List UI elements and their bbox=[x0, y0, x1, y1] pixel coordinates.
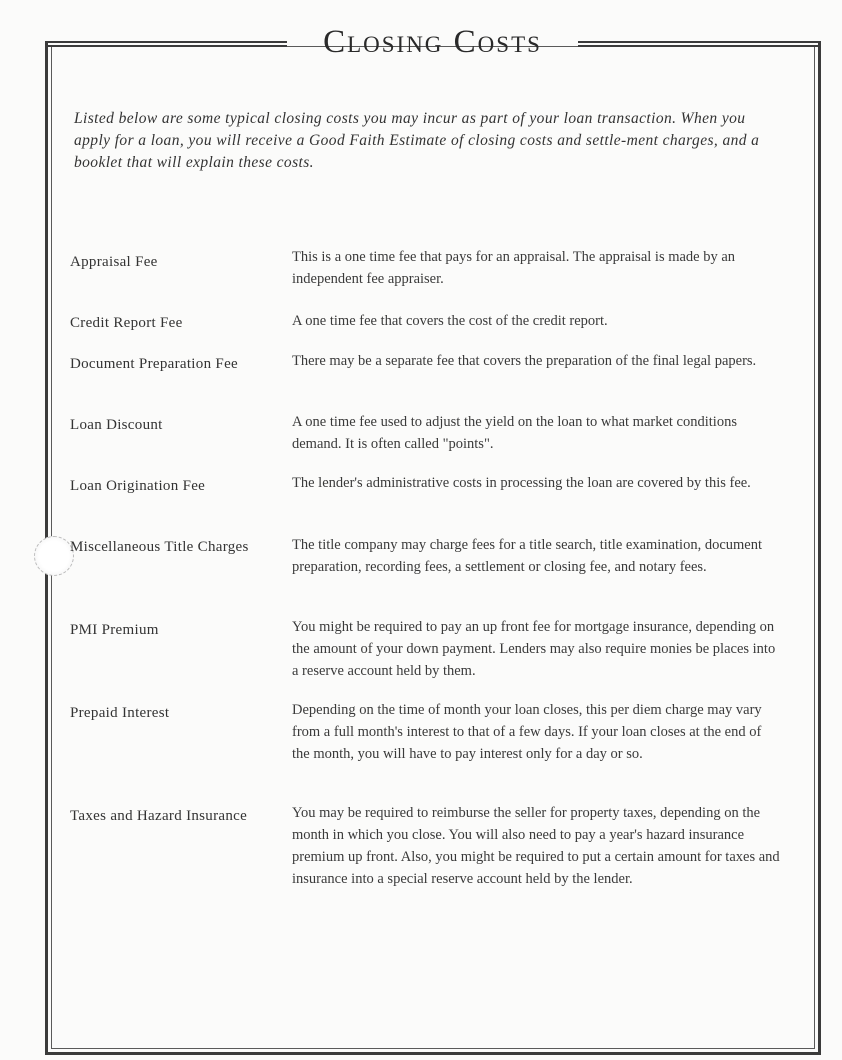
entry-description: A one time fee that covers the cost of the credit report. bbox=[292, 313, 608, 329]
entry-term: Miscellaneous Title Charges bbox=[70, 539, 249, 555]
entry-description: This is a one time fee that pays for an appraisal. The appraisal is made by an independent fee appraiser. bbox=[292, 249, 736, 287]
entry-description: Depending on the time of month your loan closes, this per diem charge may vary from a full month's interest to that of a few days. If your loan closes at the end of the month, you will have to pay interest only for a day or so. bbox=[292, 702, 762, 762]
entry-term: PMI Premium bbox=[70, 622, 159, 638]
entry-term: Taxes and Hazard Insurance bbox=[70, 808, 248, 824]
entry-term: Loan Origination Fee bbox=[70, 478, 206, 494]
entry-term: Appraisal Fee bbox=[70, 254, 158, 270]
entry-description: The title company may charge fees for a title search, title examination, document preparation, recording fees, a settlement or closing fee, and notary fees. bbox=[292, 537, 762, 575]
entry-description: You may be required to reimburse the seller for property taxes, depending on the month in which you close. You will also need to pay a year's hazard insurance premium up front. Also, you might be required to put a certain amount for taxes and insurance into a special reserve account held by the lender. bbox=[292, 805, 780, 887]
title-rule-right bbox=[578, 41, 821, 47]
page-title: Closing Costs bbox=[323, 24, 542, 60]
entry-description: The lender's administrative costs in processing the loan are covered by this fee. bbox=[292, 475, 751, 491]
title-rule-left bbox=[45, 41, 287, 47]
punch-hole-artifact bbox=[34, 536, 74, 576]
entry-term: Prepaid Interest bbox=[70, 705, 170, 721]
entry-description: A one time fee used to adjust the yield on the loan to what market conditions demand. It is often called "points". bbox=[292, 414, 737, 452]
entry-description: There may be a separate fee that covers the preparation of the final legal papers. bbox=[292, 353, 757, 369]
intro-paragraph: Listed below are some typical closing costs you may incur as part of your loan transaction. When you apply for a loan, you will receive a Good Faith Estimate of closing costs and settle-ment charges, and a booklet that will explain these costs. bbox=[74, 110, 760, 171]
entry-term: Document Preparation Fee bbox=[70, 356, 238, 372]
entry-term: Loan Discount bbox=[70, 417, 163, 433]
entry-description: You might be required to pay an up front fee for mortgage insurance, depending on the amount of your down payment. Lenders may also require monies be places into a reserve account held by them. bbox=[292, 619, 776, 679]
entry-term: Credit Report Fee bbox=[70, 315, 183, 331]
